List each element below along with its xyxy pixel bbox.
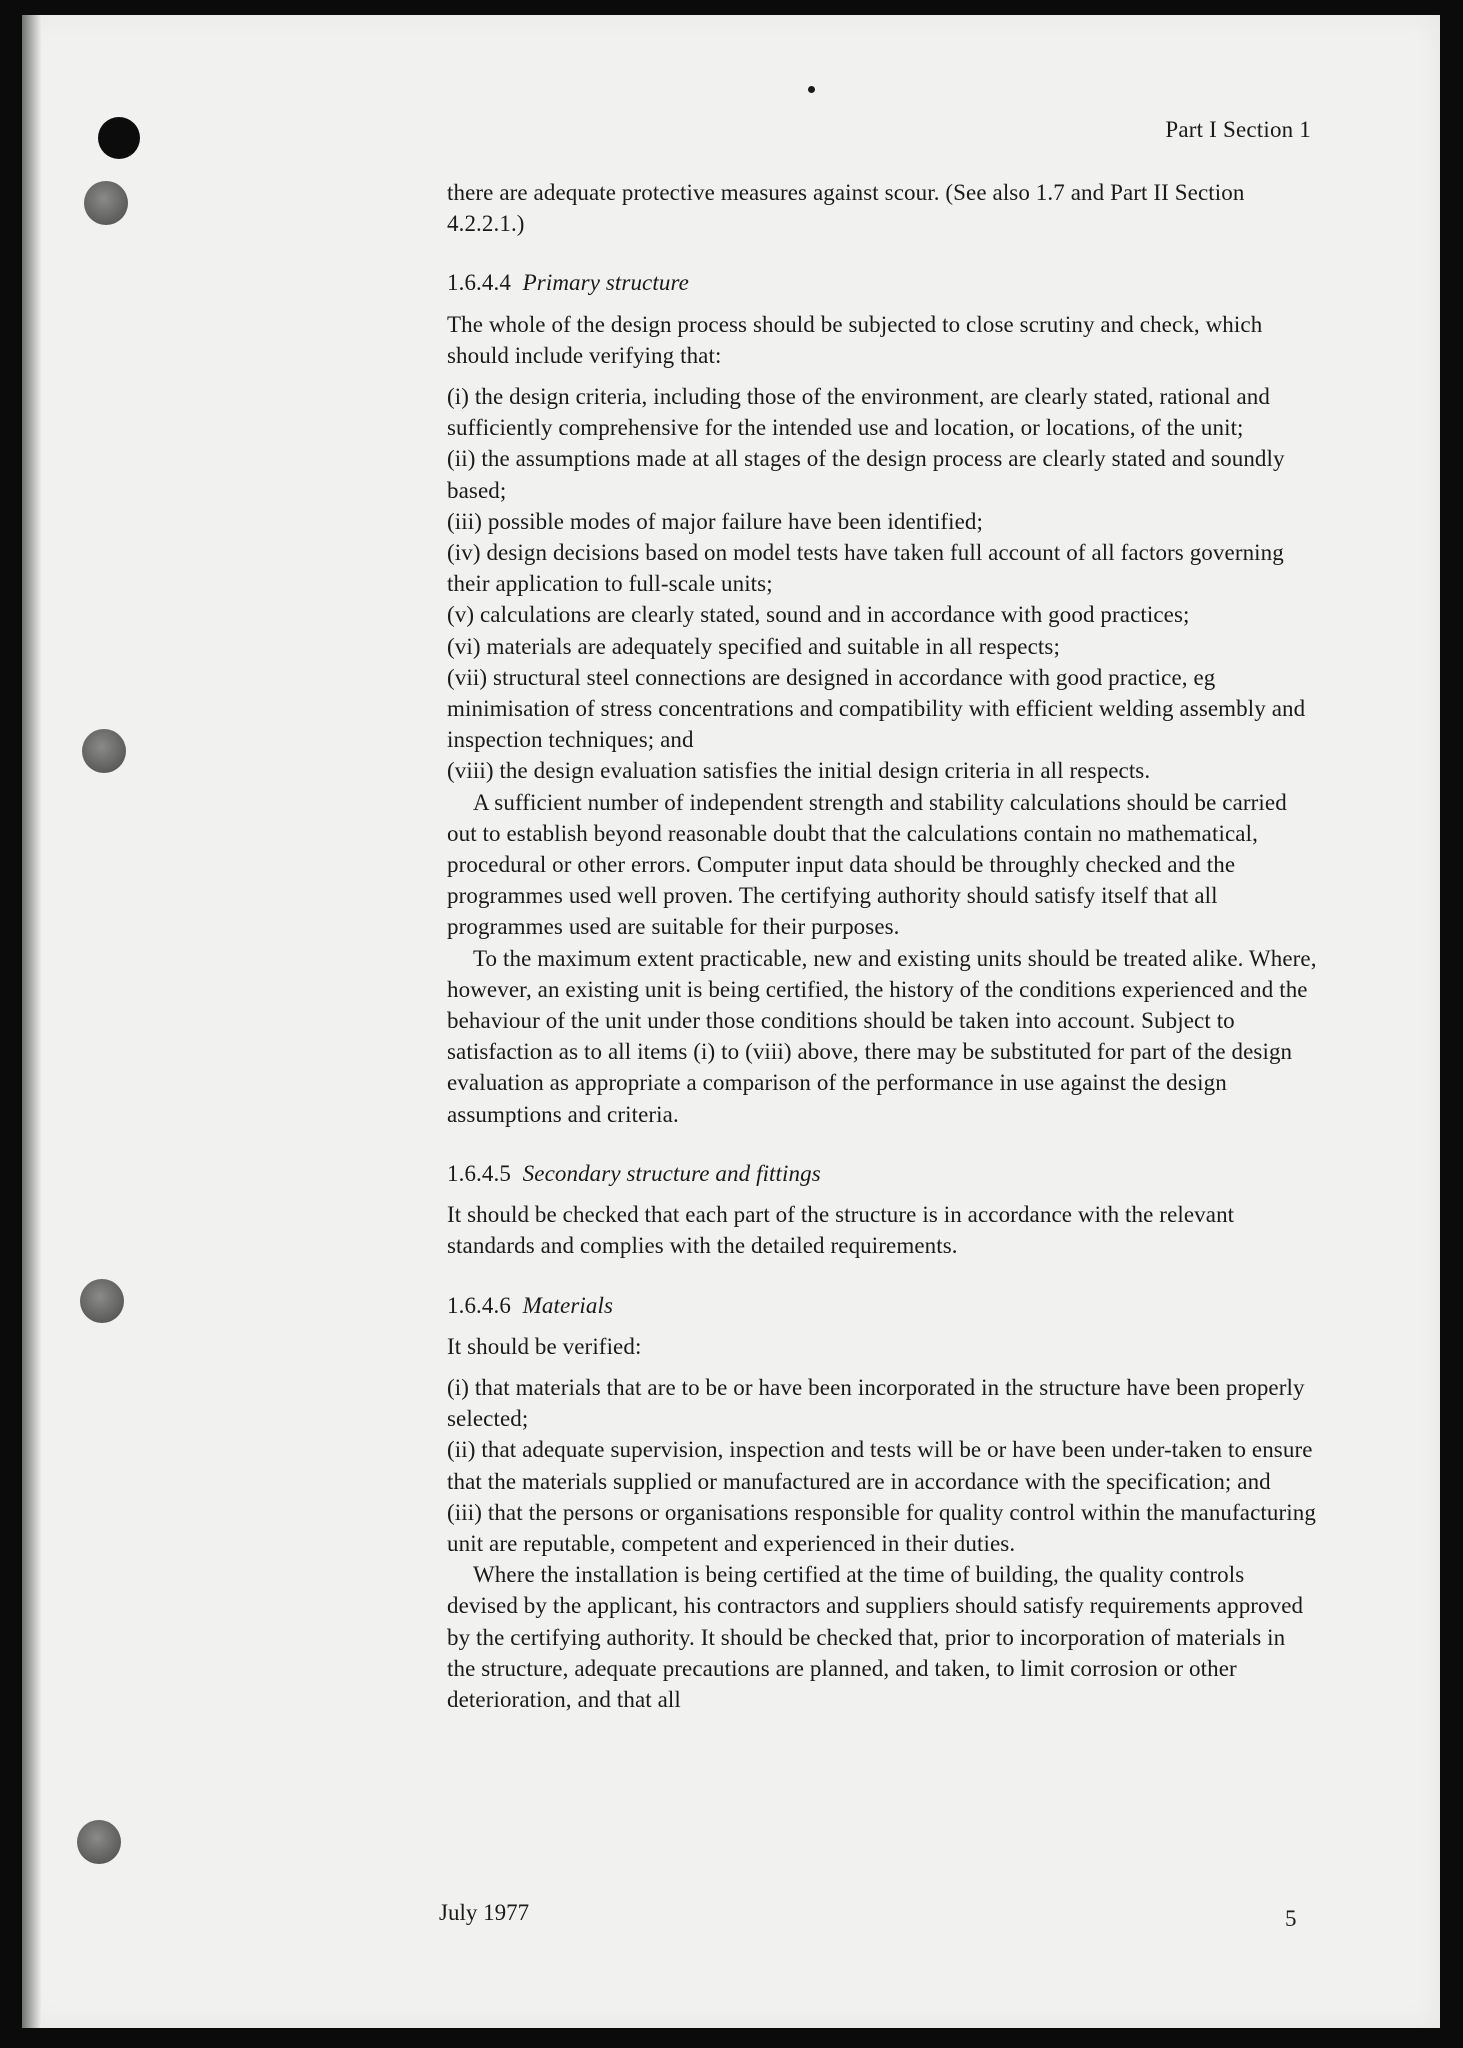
- document-body: [447, 177, 1317, 1715]
- section-title: Secondary structure and fittings: [522, 1160, 821, 1186]
- list-item: (iii) that the persons or organisations responsible for quality control within the manufacturing unit are reputable, competent and experienced in their duties.: [447, 1499, 1316, 1556]
- section-lead: It should be checked that each part of the structure is in accordance with the relevant standards and complies with the detailed requirements.: [447, 1202, 1235, 1259]
- punch-hole-icon: [84, 181, 128, 225]
- page-number: 5: [1285, 1906, 1297, 1931]
- punch-hole-icon: [80, 1279, 124, 1323]
- running-header: Part I Section 1: [1165, 117, 1311, 142]
- section-lead: It should be verified:: [447, 1333, 642, 1359]
- section-title: Materials: [522, 1292, 613, 1318]
- section-lead: The whole of the design process should be subjected to close scrutiny and check, which should include verifying that:: [447, 311, 1263, 368]
- section-number: 1.6.4.6: [447, 1292, 511, 1318]
- list-item: (v) calculations are clearly stated, sound and in accordance with good practices;: [447, 602, 1190, 628]
- list-item: (viii) the design evaluation satisfies the initial design criteria in all respects.: [447, 758, 1151, 784]
- list-item: (iii) possible modes of major failure have been identified;: [447, 508, 984, 534]
- list-item: (iv) design decisions based on model tests have taken full account of all factors governing their application to full-scale units;: [447, 540, 1284, 597]
- list-item: (vii) structural steel connections are designed in accordance with good practice, eg minimisation of stress concentrations and compatibility with efficient welding assembly and inspection techniques; and: [447, 664, 1306, 753]
- section-number: 1.6.4.5: [447, 1160, 511, 1186]
- section-heading: [447, 1290, 1317, 1321]
- list-item: (ii) the assumptions made at all stages of the design process are clearly stated and soundly based;: [447, 446, 1285, 503]
- list-item: (ii) that adequate supervision, inspection and tests will be or have been under-taken to ensure that the materials supplied or manufactured are in accordance with the specification; and: [447, 1437, 1313, 1494]
- section-heading: [447, 267, 1317, 298]
- punch-hole-icon: [77, 1820, 121, 1864]
- section-title: Primary structure: [522, 270, 689, 296]
- punch-hole-icon: [98, 117, 140, 159]
- section-heading: [447, 1158, 1317, 1189]
- body-paragraph: To the maximum extent practicable, new and existing units should be treated alike. Where, however, an existing unit is being certified, the history of the conditions experienced and the behaviour of the unit under those conditions should be taken into account. Subject to satisfaction as to all items (i) to (viii) above, there may be substituted for part of the design evaluation as appropriate a comparison of the performance in use against the design assumptions and criteria.: [447, 945, 1317, 1127]
- intro-paragraph: there are adequate protective measures against scour. (See also 1.7 and Part II Section 4.2.2.1.): [447, 180, 1245, 237]
- list-item: (i) that materials that are to be or have been incorporated in the structure have been properly selected;: [447, 1374, 1305, 1432]
- dust-speck: [808, 86, 815, 93]
- body-paragraph: A sufficient number of independent strength and stability calculations should be carried out to establish beyond reasonable doubt that the calculations contain no mathematical, procedural or other errors. Computer input data should be throughly checked and the programmes used well proven. The certifying authority should satisfy itself that all programmes used are suitable for their purposes.: [447, 789, 1287, 940]
- list-item: (i) the design criteria, including those of the environment, are clearly stated, rational and sufficiently comprehensive for the intended use and location, or locations, of the unit;: [447, 384, 1270, 441]
- footer-date: July 1977: [439, 1900, 530, 1925]
- section-number: 1.6.4.4: [447, 270, 511, 296]
- body-paragraph: Where the installation is being certified at the time of building, the quality controls devised by the applicant, his contractors and suppliers should satisfy requirements approved by the certifying authority. It should be checked that, prior to incorporation of materials in the structure, adequate precautions are planned, and taken, to limit corrosion or other deterioration, and that all: [447, 1562, 1304, 1712]
- punch-hole-icon: [82, 729, 126, 773]
- list-item: (vi) materials are adequately specified and suitable in all respects;: [447, 633, 1060, 659]
- binding-edge: [22, 15, 42, 2028]
